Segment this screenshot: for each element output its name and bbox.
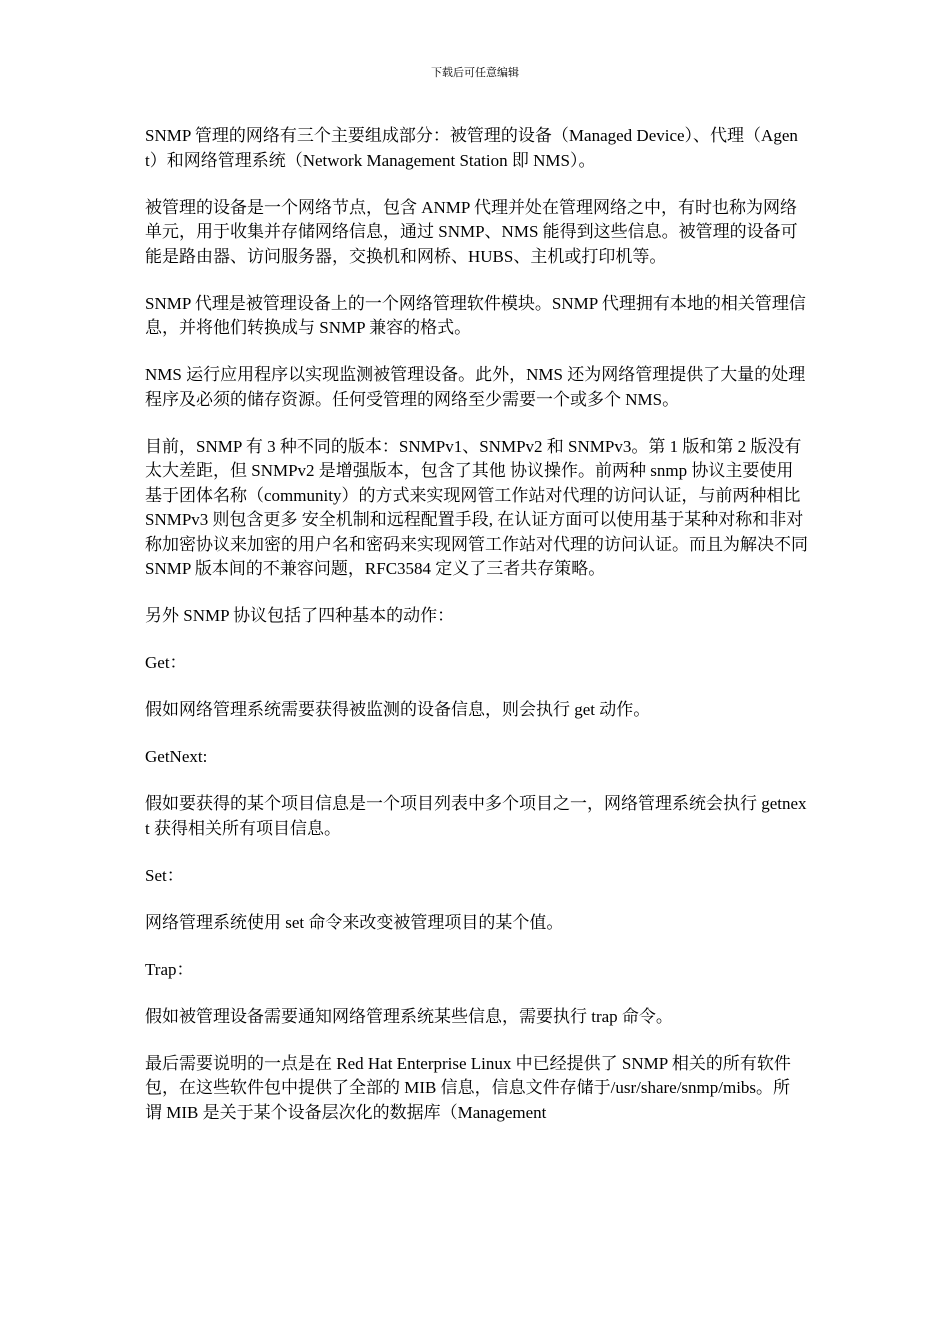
paragraph-set: 网络管理系统使用 set 命令来改变被管理项目的某个值。: [145, 912, 564, 932]
paragraph-getnext: 假如要获得的某个项目信息是一个项目列表中多个项目之一，网络管理系统会执行 getnext 获得相关所有项目信息。: [145, 794, 807, 838]
heading-set: Set：: [145, 865, 184, 885]
paragraph-rhel-mib: 最后需要说明的一点是在 Red Hat Enterprise Linux 中已经提供了 SNMP 相关的所有软件包，在这些软件包中提供了全部的 MIB 信息，信息文件存储于/usr/share/snmp/mibs。所 谓 MIB 是关于某个设备层次化的数据库（Management: [145, 1053, 791, 1122]
paragraph-get: 假如网络管理系统需要获得被监测的设备信息，则会执行 get 动作。: [145, 700, 651, 719]
paragraph-nms: NMS 运行应用程序以实现监测被管理设备。此外，NMS 还为网络管理提供了大量的处理程序及必须的储存资源。任何受管理的网络至少需要一个或多个 NMS。: [145, 365, 806, 409]
heading-get: Get：: [145, 653, 187, 672]
paragraph-basic-actions-intro: 另外 SNMP 协议包括了四种基本的动作：: [145, 606, 455, 625]
paragraph-snmp-components: SNMP 管理的网络有三个主要组成部分：被管理的设备（Managed Device）、代理（Agent）和网络管理系统（Network Management Station 即 NMS）。: [145, 126, 798, 170]
paragraph-snmp-versions: 目前，SNMP 有 3 种不同的版本：SNMPv1、SNMPv2 和 SNMPv3。第 1 版和第 2 版没有太大差距，但 SNMPv2 是增强版本，包含了其他 协议操作。前两种 snmp 协议主要使用基于团体名称（community）的方式来实现网管工作站对代理的访问认证，与前两种相比 SNMPv3 则包含更多 安全机制和远程配置手段, 在认证方面可以使用基于某种对称和非对称加密协议来加密的用户名和密码来实现网管工作站对代理的访问认证。而且为解决不同 SNMP 版本间的不兼容问题，RFC3584 定义了三者共存策略。: [145, 436, 808, 578]
document-body: [145, 124, 810, 1148]
heading-trap: Trap：: [145, 959, 194, 979]
paragraph-trap: 假如被管理设备需要通知网络管理系统某些信息，需要执行 trap 命令。: [145, 1006, 673, 1026]
page-header: 下载后可任意编辑: [431, 67, 519, 79]
heading-getnext: GetNext:: [145, 747, 208, 766]
paragraph-snmp-agent: SNMP 代理是被管理设备上的一个网络管理软件模块。SNMP 代理拥有本地的相关管理信息，并将他们转换成与 SNMP 兼容的格式。: [145, 293, 806, 337]
paragraph-managed-device: 被管理的设备是一个网络节点，包含 ANMP 代理并处在管理网络之中，有时也称为网络单元，用于收集并存储网络信息，通过 SNMP、NMS 能得到这些信息。被管理的设备可能是路由器、访问服务器，交换机和网桥、HUBS、主机或打印机等。: [145, 197, 798, 266]
